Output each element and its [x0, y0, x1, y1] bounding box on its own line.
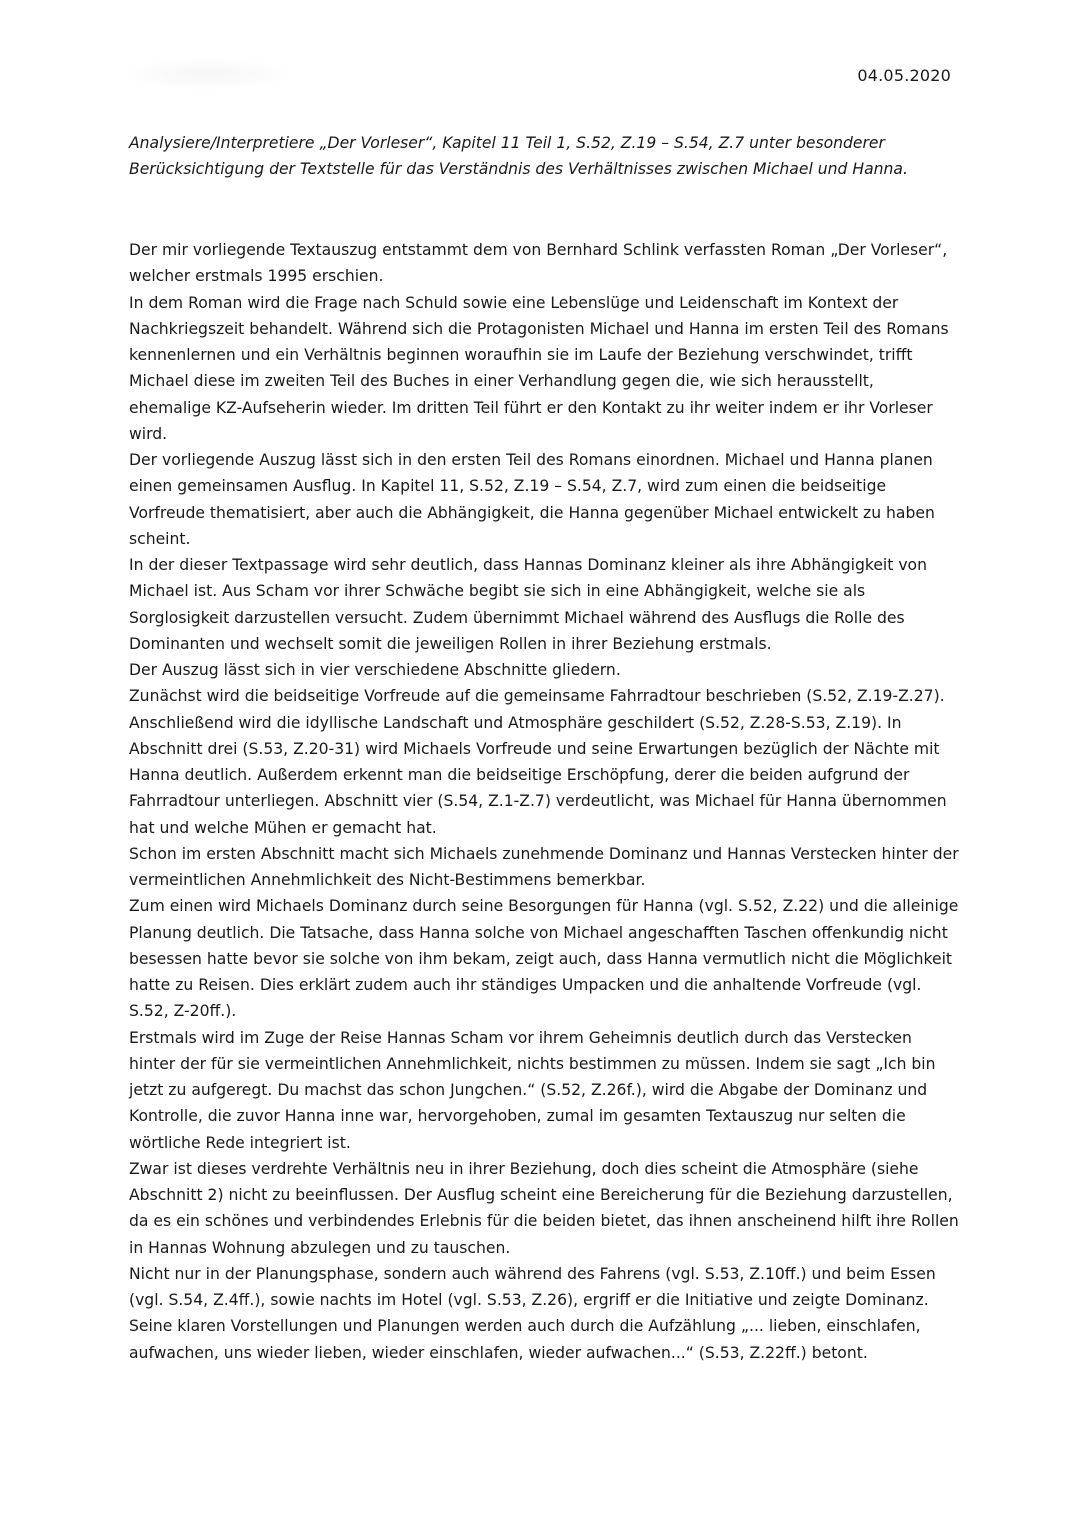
essay-paragraph: Zum einen wird Michaels Dominanz durch seine Besorgungen für Hanna (vgl. S.52, Z.22) und die alleinige Planung deutlich. Die Tatsache, dass Hanna solche von Michael angeschafften Taschen offenkundig nicht besessen hatte bevor sie solche von ihm bekam, zeigt auch, dass Hanna vermutlich nicht die Möglichkeit hatte zu Reisen. Dies erklärt zudem auch ihr ständiges Umpacken und die anhaltende Vorfreude (vgl. S.52, Z-20ff.). [129, 897, 959, 1021]
essay-body [129, 237, 959, 1366]
essay-paragraph: Der Auszug lässt sich in vier verschiedene Abschnitte gliedern. [129, 661, 621, 679]
essay-paragraph: Der vorliegende Auszug lässt sich in den ersten Teil des Romans einordnen. Michael und Hanna planen einen gemeinsamen Ausflug. In Kapitel 11, S.52, Z.19 – S.54, Z.7, wird zum einen die beidseitige Vorfreude thematisiert, aber auch die Abhängigkeit, die Hanna gegenüber Michael entwickelt zu haben scheint. [129, 451, 935, 548]
document-date: 04.05.2020 [857, 66, 951, 85]
essay-paragraph: In dem Roman wird die Frage nach Schuld sowie eine Lebenslüge und Leidenschaft im Kontext der Nachkriegszeit behandelt. Während sich die Protagonisten Michael und Hanna im ersten Teil des Romans kennenlernen und ein Verhältnis beginnen woraufhin sie im Laufe der Beziehung verschwindet, trifft Michael diese im zweiten Teil des Buches in einer Verhandlung gegen die, wie sich herausstellt, ehemalige KZ-Aufseherin wieder. Im dritten Teil führt er den Kontakt zu ihr weiter indem er ihr Vorleser wird. [129, 293, 949, 443]
essay-paragraph: Schon im ersten Abschnitt macht sich Michaels zunehmende Dominanz und Hannas Verstecken hinter der vermeintlichen Annehmlichkeit des Nicht-Bestimmens bemerkbar. [129, 844, 959, 889]
essay-paragraph: Seine klaren Vorstellungen und Planungen werden auch durch die Aufzählung „... lieben, einschlafen, aufwachen, uns wieder lieben, wieder einschlafen, wieder aufwachen...“ (S.53, Z.22ff.) betont. [129, 1317, 921, 1362]
essay-paragraph: Zwar ist dieses verdrehte Verhältnis neu in ihrer Beziehung, doch dies scheint die Atmosphäre (siehe Abschnitt 2) nicht zu beeinflussen. Der Ausflug scheint eine Bereicherung für die Beziehung darzustellen, da es ein schönes und verbindendes Erlebnis für die beiden bietet, das ihnen anscheinend hilft ihre Rollen in Hannas Wohnung abzulegen und zu tauschen. [129, 1159, 959, 1257]
redacted-name-area [125, 58, 290, 90]
task-statement: Analysiere/Interpretiere „Der Vorleser“, Kapitel 11 Teil 1, S.52, Z.19 – S.54, Z.7 unter besonderer Berücksichtigung der Textstelle für das Verständnis des Verhältnisses zwischen Michael und Hanna. [129, 134, 908, 178]
essay-paragraph: Zunächst wird die beidseitige Vorfreude auf die gemeinsame Fahrradtour beschrieben (S.52, Z.19-Z.27). Anschließend wird die idyllische Landschaft und Atmosphäre geschildert (S.52, Z.28-S.53, Z.19). In Abschnitt drei (S.53, Z.20-31) wird Michaels Vorfreude und seine Erwartungen bezüglich der Nächte mit Hanna deutlich. Außerdem erkennt man die beidseitige Erschöpfung, derer die beiden aufgrund der Fahrradtour unterliegen. Abschnitt vier (S.54, Z.1-Z.7) verdeutlicht, was Michael für Hanna übernommen hat und welche Mühen er gemacht hat. [129, 687, 947, 837]
essay-paragraph: Der mir vorliegende Textauszug entstammt dem von Bernhard Schlink verfassten Roman „Der Vorleser“, welcher erstmals 1995 erschien. [129, 241, 948, 286]
essay-paragraph: In der dieser Textpassage wird sehr deutlich, dass Hannas Dominanz kleiner als ihre Abhängigkeit von Michael ist. Aus Scham vor ihrer Schwäche begibt sie sich in eine Abhängigkeit, welche sie als Sorglosigkeit darzustellen versucht. Zudem übernimmt Michael während des Ausflugs die Rolle des Dominanten und wechselt somit die jeweiligen Rollen in ihrer Beziehung erstmals. [129, 556, 927, 653]
essay-paragraph: Nicht nur in der Planungsphase, sondern auch während des Fahrens (vgl. S.53, Z.10ff.) und beim Essen (vgl. S.54, Z.4ff.), sowie nachts im Hotel (vgl. S.53, Z.26), ergriff er die Initiative und zeigte Dominanz. [129, 1264, 936, 1309]
essay-paragraph: Erstmals wird im Zuge der Reise Hannas Scham vor ihrem Geheimnis deutlich durch das Verstecken hinter der für sie vermeintlichen Annehmlichkeit, nichts bestimmen zu müssen. Indem sie sagt „Ich bin jetzt zu aufgeregt. Du machst das schon Jungchen.“ (S.52, Z.26f.), wird die Abgabe der Dominanz und Kontrolle, die zuvor Hanna inne war, hervorgehoben, zumal im gesamten Textauszug nur selten die wörtliche Rede integriert ist. [129, 1028, 936, 1152]
